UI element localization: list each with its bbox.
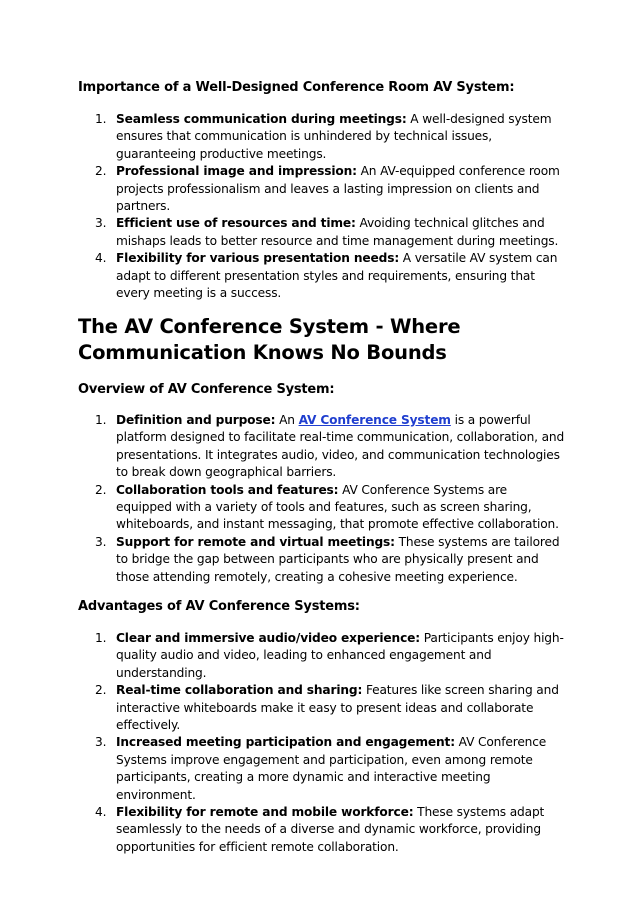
list-item-term: Clear and immersive audio/video experience:: [116, 631, 420, 645]
list-item-number: 1.: [95, 413, 107, 427]
list-item-text: Features like screen sharing and interactive whiteboards make it easy to present ideas and collaborate effectively.: [116, 683, 559, 733]
list-item: [95, 412, 566, 482]
list-item-number: 4.: [95, 805, 107, 820]
list-item-term: Definition and purpose:: [116, 413, 276, 427]
list-item-number: 1.: [95, 112, 107, 126]
list-item: [95, 111, 566, 163]
list-item-number: 3.: [95, 735, 107, 750]
list-item: [95, 163, 566, 215]
list-item: [95, 482, 566, 534]
list-item-number: 1.: [95, 631, 107, 645]
list-item-term: Increased meeting participation and engagement:: [116, 735, 455, 750]
list-item-text: An AV-equipped conference room projects professionalism and leaves a lasting impression on clients and partners.: [116, 164, 560, 214]
list-item-text: Participants enjoy high-quality audio and video, leading to enhanced engagement and understanding.: [116, 631, 564, 680]
list-item-term: Collaboration tools and features:: [116, 482, 339, 497]
section-heading-advantages: Advantages of AV Conference Systems:: [78, 599, 360, 614]
list-item-term: Real-time collaboration and sharing:: [116, 683, 363, 698]
list-item-number: 2.: [95, 683, 107, 698]
list-item: [95, 534, 566, 586]
list-item-number: 4.: [95, 251, 107, 266]
list-item-number: 2.: [95, 482, 107, 497]
list-item-term: Efficient use of resources and time:: [116, 216, 356, 231]
list-item-text: Avoiding technical glitches and mishaps leads to better resource and time management during meetings.: [116, 216, 559, 248]
list-item-text: is a powerful platform designed to facilitate real-time communication, collaboration, and presentations. It integrates audio, video, and communication technologies to break down geographical barriers.: [116, 413, 565, 480]
page-title: The AV Conference System - Where Communication Knows No Bounds: [78, 315, 461, 364]
list-item-text: AV Conference Systems improve engagement and participation, even among remote participants, creating a more dynamic and interactive meeting environment.: [116, 735, 547, 802]
importance-list: [95, 111, 566, 302]
list-item-text: These systems are tailored to bridge the gap between participants who are physically present and those attending remotely, creating a cohesive meeting experience.: [116, 534, 560, 584]
section-heading-overview: Overview of AV Conference System:: [78, 382, 335, 397]
section-heading-importance: Importance of a Well-Designed Conference Room AV System:: [78, 80, 515, 95]
list-item-number: 3.: [95, 534, 107, 549]
list-item-text-before-link: An: [275, 413, 299, 427]
av-conference-system-link[interactable]: AV Conference System: [298, 413, 451, 427]
list-item-term: Professional image and impression:: [116, 164, 357, 179]
list-item-number: 2.: [95, 164, 107, 179]
list-item: [95, 734, 566, 804]
list-item-text: These systems adapt seamlessly to the needs of a diverse and dynamic workforce, providing opportunities for efficient remote collaboration.: [116, 805, 545, 854]
list-item: [95, 804, 566, 856]
overview-list: [95, 412, 566, 586]
list-item-text: A well-designed system ensures that communication is unhindered by technical issues, guaranteeing productive meetings.: [116, 112, 552, 161]
list-item: [95, 215, 566, 250]
list-item-term: Support for remote and virtual meetings:: [116, 534, 395, 549]
list-item: [95, 682, 566, 734]
list-item: [95, 250, 566, 302]
list-item: [95, 630, 566, 682]
list-item-text: AV Conference Systems are equipped with a variety of tools and features, such as screen sharing, whiteboards, and instant messaging, that promote effective collaboration.: [116, 482, 559, 532]
list-item-term: Seamless communication during meetings:: [116, 112, 407, 126]
list-item-term: Flexibility for various presentation needs:: [116, 251, 400, 266]
list-item-text: A versatile AV system can adapt to different presentation styles and requirements, ensuring that every meeting is a success.: [116, 251, 558, 301]
list-item-term: Flexibility for remote and mobile workforce:: [116, 805, 414, 820]
list-item-number: 3.: [95, 216, 107, 231]
advantages-list: [95, 630, 566, 856]
